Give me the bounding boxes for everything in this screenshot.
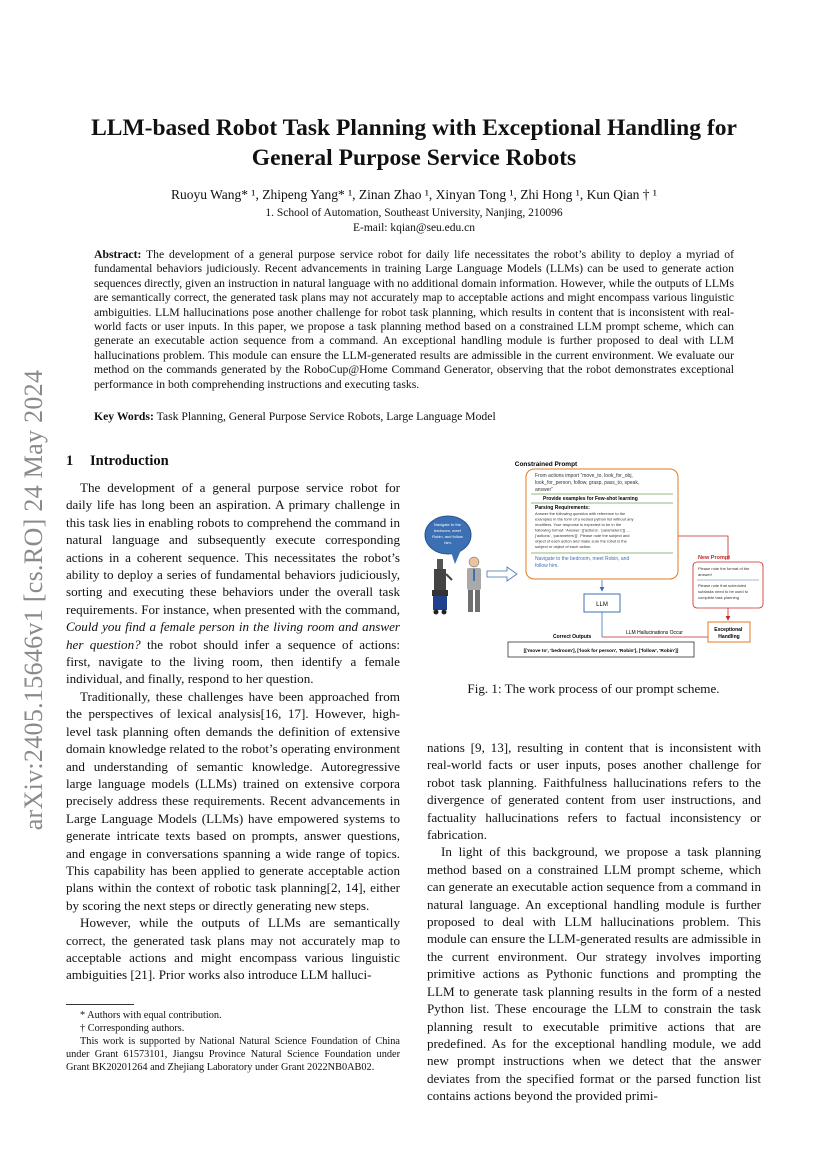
new-prompt-line: Please note the format of the (698, 566, 750, 571)
constrained-prompt-title: Constrained Prompt (514, 461, 578, 468)
keywords-text: Task Planning, General Purpose Service Robots, Large Language Model (156, 410, 496, 423)
parsing-line: examples in the form of a nested python list without any (535, 516, 634, 522)
exceptional-handling-label (714, 627, 743, 640)
parsing-requirements (535, 511, 635, 549)
affiliation (60, 206, 768, 236)
new-prompt-line: Please note that scheduled (698, 583, 747, 588)
parsing-line: following format: ‘Answer: [[‘actions’, ‘parameters’]]. … (535, 527, 632, 533)
title-line-2: General Purpose Service Robots (251, 145, 577, 171)
bubble-line: him. (444, 540, 452, 545)
bubble-line: bedroom, meet (433, 528, 461, 533)
right-column (427, 739, 761, 1105)
output-text: [['move to', 'bedroom'], ['look for person', 'Robin'], ['follow', 'Robin']] (523, 649, 679, 654)
paragraph: Traditionally, these challenges have been approached from the perspectives of lexical analysis[16, 17]. However, high-level task planning often demands the definition of extensive domain knowledge related to the robot’s operating environment and understanding of semantic knowledge. Autoregressive large language models (LLMs) trained on extensive corpora precisely address these requirements. Recent advancements in Large Language Models (LLMs) have empowered systems to generate intricate texts based on prompts, answer questions, and engage in conversations spanning a wide range of topics. This capability has been applied to generate acceptable action plans within the context of robotic task planning[2, 14], either by scoring the next steps or directly generating new steps. (66, 688, 400, 913)
exceptional-line: Handling (718, 634, 740, 640)
section-number: 1 (66, 453, 74, 469)
footnote: * Authors with equal contribution. (80, 1010, 222, 1021)
new-prompt-line: answer! (698, 572, 713, 577)
exceptional-line: Exceptional (714, 627, 743, 633)
keywords (94, 410, 734, 423)
footnote-rule (66, 1004, 134, 1005)
parsing-line: [‘actions’, ‘parameters’]]’. Please note the subject and (535, 533, 630, 538)
example-command: Could you find a female person in the living room and answer her question? (66, 619, 400, 652)
paragraph: In light of this background, we propose a task planning method based on a constrained LLM prompt scheme, which can generate an executable action sequence from a command in natural language. An exceptional handling module is further proposed to deal with LLM hallucinations problem. This module can ensure the LLM-generated results are admissible in the current environment. Our strategy involves importing primitive actions as Pythonic functions and prompting the LLM to generate task planning results in the form of a nested Python list. These encourage the LLM to constrain the task planning result to executable primitive actions that are predefined. As for the exceptional handling module, we add new prompt instructions when we detect that the answer deviates from the specified format or the parsed function list contains actions beyond the provided primi- (427, 844, 761, 1104)
arxiv-identifier (14, 330, 54, 870)
left-column (66, 479, 400, 984)
import-line: look_for_person, follow, grasp, pass_to, speak, (535, 480, 640, 486)
parsing-title: Parsing Requirements: (535, 505, 590, 511)
arxiv-id-text: arXiv:2405.15646v1 [cs.RO] 24 May 2024 (19, 369, 48, 831)
abstract-label: Abstract: (94, 248, 142, 261)
correct-outputs-label: Correct Outputs (553, 634, 592, 640)
bubble-line: Robin, and follow (432, 534, 463, 539)
robot-icon (432, 559, 452, 615)
footnotes (66, 1009, 400, 1074)
new-prompt-line: subtasks need to be used to (698, 589, 749, 594)
import-line: From actions import “move_to, look_for_obj, (535, 473, 633, 479)
email-line: E-mail: kqian@seu.edu.cn (352, 222, 476, 234)
section-heading (66, 453, 169, 470)
import-line: answer” (535, 487, 553, 493)
new-prompt-line: complete task planning (698, 595, 739, 600)
paragraph-text: The development of a general purpose service robot for daily life has long been an aspiration. A primary challenge in this task lies in enabling robots to comprehend the command in natural language and subsequently execute corresponding actions in a coherent sequence. This necessitates the robot’s ability to deploy a series of fundamental behaviors judiciously, sorting and executing these behaviors under the overall task requirements. For instance, when presented with the command, (66, 480, 400, 617)
footnote: This work is supported by National Natural Science Foundation of China under Grant 61573101, Jiangsu Province Natural Science Foundation under Grant BK20201264 and Zhejiang Laboratory under Grant 2022NB0AB02. (66, 1036, 400, 1073)
parsing-line: modifiers. Your response is expected to be in the (535, 522, 622, 527)
llm-label: LLM (596, 602, 608, 608)
paragraph-text: the robot should infer a sequence of actions: first, navigate to the living room, then identify a female individual, and finally, respond to her question. (66, 636, 400, 687)
bubble-line: Navigate to the (433, 522, 461, 527)
parsing-line: Answer the following question with reference to the (535, 511, 626, 516)
paragraph: However, while the outputs of LLMs are semantically correct, the generated task plans may not accurately map to acceptable actions and might encompass various linguistic ambiguities [21]. Prior works also introduce LLM halluci- (66, 915, 400, 983)
abstract-text: The development of a general purpose service robot for daily life necessitates the robot’s ability to deploy a myriad of fundamental behaviors judiciously. Recent advancements in training Large Language Models (LLMs) can be used to generate action sequences directly, given an instruction in natural language with no additional domain information. However, while the outputs of LLMs are semantically correct, the generated task plans may not accurately map to acceptable actions and might encompass various linguistic ambiguities. LLM hallucinations pose another challenge for robot task planning, which results in content that is inconsistent with real-world facts or user inputs. In this paper, we propose a task planning method based on a constrained LLM prompt scheme, which can generate an executable action sequence from a command. An exceptional handling module is further proposed to deal with LLM hallucinations problem. This module can ensure the LLM-generated results are admissible in the current environment. We evaluate our method on the commands generated by the RoboCup@Home Command Generator, observing that the robot demonstrates exceptional performance in both comprehending instructions and executing tasks. (94, 248, 734, 391)
parsing-line: subject or object of each action. (535, 544, 592, 549)
title-line-1: LLM-based Robot Task Planning with Exceptional Handling for (91, 115, 737, 141)
bubble-tail (451, 550, 461, 564)
paper-title (60, 113, 768, 173)
input-arrow (487, 567, 517, 581)
figure-1 (421, 456, 766, 666)
section-title: Introduction (90, 453, 169, 469)
paragraph (66, 479, 400, 688)
affiliation-line: 1. School of Automation, Southeast University, Nanjing, 210096 (265, 207, 563, 219)
abstract (94, 248, 734, 392)
figure-caption: Fig. 1: The work process of our prompt scheme. (467, 681, 720, 696)
command-line: follow him. (535, 563, 559, 569)
fewshot-label: Provide examples for Few-shot learning (543, 496, 638, 502)
parsing-line: object of each action and make sure the robot is the (535, 538, 627, 544)
paragraph: nations [9, 13], resulting in content that is inconsistent with real-world facts or user inputs, poses another challenge for robot task planning. Faithfulness hallucinations refers to the divergence of generated content from user instructions, and factuality hallucinations refers to factual inconsistency or fabrication. (427, 740, 761, 843)
keywords-label: Key Words: (94, 410, 154, 423)
prompt-scheme-diagram (421, 456, 766, 666)
command-line: Navigate to the bedroom, meet Robin, and (535, 556, 630, 562)
new-prompt-title: New Prompt (697, 555, 731, 561)
person-icon (467, 557, 481, 612)
hallucinations-label: LLM Hallucinations Occur (626, 630, 683, 636)
author-list: Ruoyu Wang* ¹, Zhipeng Yang* ¹, Zinan Zhao ¹, Xinyan Tong ¹, Zhi Hong ¹, Kun Qian † ¹ (171, 187, 657, 202)
footnote: † Corresponding authors. (80, 1023, 185, 1034)
